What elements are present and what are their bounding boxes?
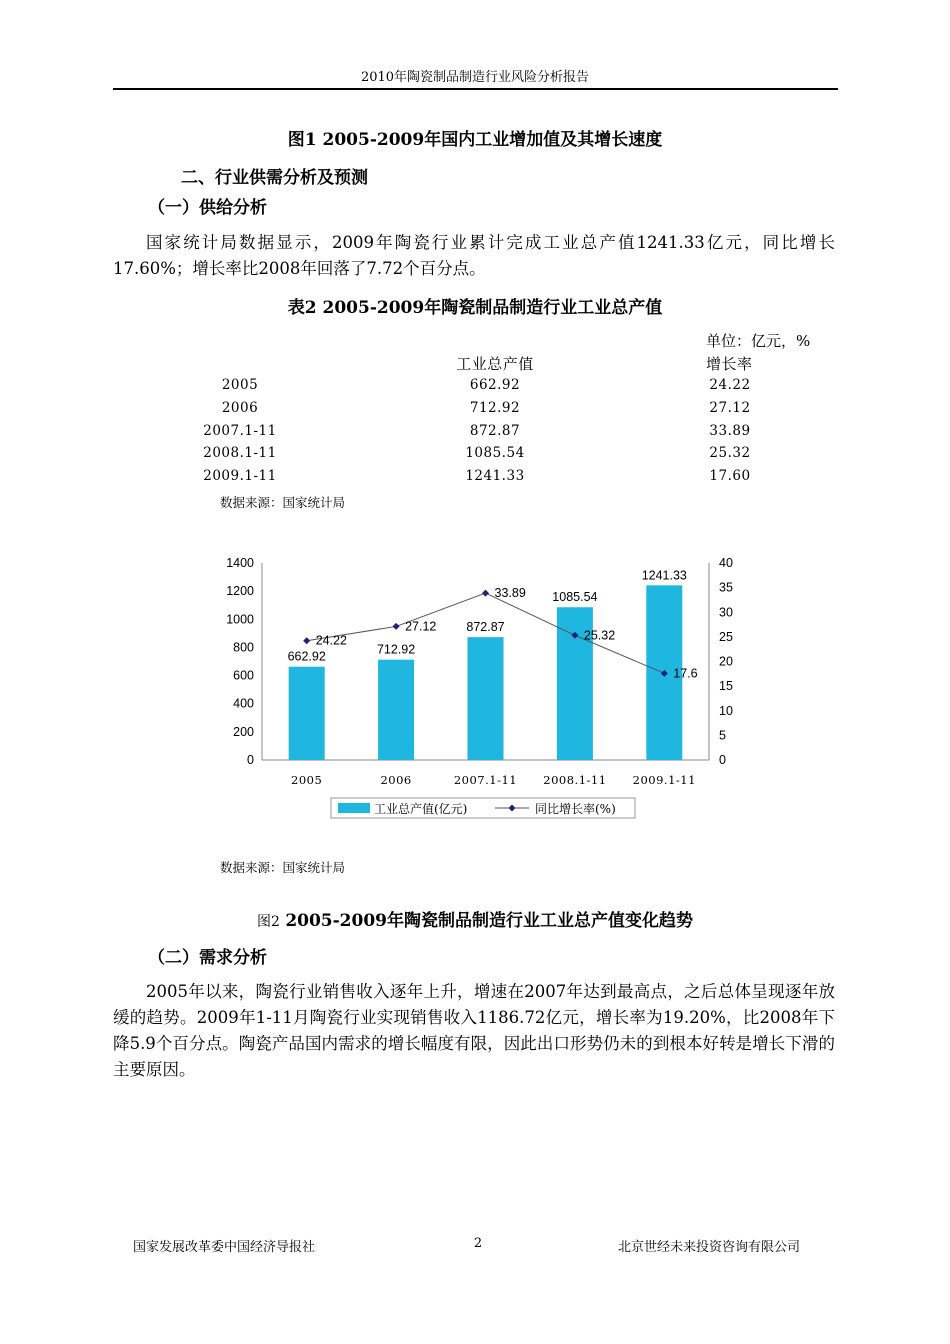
left-axis-tick-label: 1200 [226, 584, 254, 599]
left-axis-tick-label: 200 [233, 724, 254, 739]
growth-rate-marker [482, 590, 489, 597]
table2-row-growth: 17.60 [709, 468, 751, 484]
right-axis-tick-label: 40 [719, 556, 733, 570]
chart-bar [468, 637, 504, 760]
left-axis-tick-label: 800 [233, 640, 254, 655]
table2-row-year: 2009.1-11 [203, 468, 277, 484]
table2-row-value: 1241.33 [465, 468, 525, 484]
growth-rate-marker [303, 637, 310, 644]
right-axis-tick-label: 5 [719, 728, 726, 743]
bar-data-label: 872.87 [466, 620, 505, 635]
figure2-caption [0, 906, 950, 931]
right-axis-tick-label: 25 [719, 629, 733, 644]
table2-row-growth: 25.32 [709, 445, 751, 461]
growth-rate-marker [393, 623, 400, 630]
left-axis-tick-label: 400 [233, 696, 254, 711]
legend-bar-swatch [338, 803, 370, 813]
table2-row-year: 2006 [221, 400, 259, 416]
bar-data-label: 1085.54 [552, 590, 598, 605]
figure1-title: 图1 2005-2009年国内工业增加值及其增长速度 [287, 130, 663, 150]
left-axis-tick-label: 1000 [226, 612, 254, 627]
table2-unit: 单位：亿元，% [706, 332, 811, 350]
bar-data-label: 662.92 [287, 649, 326, 664]
legend-line-label: 同比增长率(%) [535, 802, 616, 816]
line-data-label: 33.89 [494, 586, 526, 601]
table2-title: 表2 2005-2009年陶瓷制品制造行业工业总产值 [287, 298, 663, 318]
table2-row-year: 2005 [221, 377, 259, 393]
line-data-label: 25.32 [583, 628, 616, 643]
right-axis-tick-label: 15 [719, 679, 733, 694]
right-axis-tick-label: 30 [719, 605, 733, 620]
x-axis-tick-label: 2005 [291, 773, 323, 787]
section2-heading: 二、行业供需分析及预测 [181, 168, 368, 188]
figure2-title: 2005-2009年陶瓷制品制造行业工业总产值变化趋势 [285, 911, 693, 931]
table2-row-value: 712.92 [469, 400, 521, 416]
table2-row-value: 662.92 [469, 377, 521, 393]
table2-row-growth: 24.22 [709, 377, 751, 393]
line-data-label: 24.22 [315, 633, 347, 648]
left-axis-tick-label: 1400 [226, 556, 254, 570]
combo-chart [205, 545, 750, 830]
x-axis-tick-label: 2008.1-11 [543, 773, 607, 787]
table2-row-year: 2008.1-11 [203, 445, 277, 461]
page-header-title: 2010年陶瓷制品制造行业风险分析报告 [360, 70, 590, 85]
footer-page-number: 2 [473, 1236, 483, 1251]
x-axis-tick-label: 2006 [380, 773, 412, 787]
table2-row-growth: 33.89 [709, 423, 751, 439]
right-axis-tick-label: 10 [719, 703, 733, 718]
line-data-label: 27.12 [405, 619, 437, 634]
left-axis-tick-label: 600 [233, 668, 254, 683]
figure2-prefix: 图2 [256, 914, 280, 930]
header-rule [113, 88, 838, 90]
right-axis-tick-label: 0 [719, 753, 726, 767]
supply-heading: （一）供给分析 [148, 198, 267, 218]
table2-source: 数据来源：国家统计局 [220, 495, 346, 510]
chart-container [205, 545, 750, 830]
table2-header-value: 工业总产值 [456, 355, 534, 373]
footer-publisher: 国家发展改革委中国经济导报社 [133, 1240, 316, 1255]
table2-row-growth: 27.12 [709, 400, 751, 416]
bar-data-label: 1241.33 [641, 568, 687, 583]
supply-paragraph: 国家统计局数据显示，2009年陶瓷行业累计完成工业总产值1241.33亿元，同比增长17.60%；增长率比2008年回落了7.72个百分点。 [113, 233, 835, 278]
table2-row-year: 2007.1-11 [203, 423, 277, 439]
left-axis-tick-label: 0 [247, 753, 254, 767]
x-axis-tick-label: 2007.1-11 [453, 773, 518, 787]
chart-source: 数据来源：国家统计局 [220, 860, 346, 875]
right-axis-tick-label: 20 [719, 654, 733, 669]
chart-bar [378, 660, 414, 760]
demand-heading: （二）需求分析 [148, 948, 267, 968]
right-axis-tick-label: 35 [719, 580, 733, 595]
chart-bar [289, 667, 325, 760]
table2-header-growth: 增长率 [706, 355, 753, 373]
footer-company: 北京世经未来投资咨询有限公司 [618, 1240, 801, 1255]
table2-row-value: 872.87 [469, 423, 521, 439]
x-axis-tick-label: 2009.1-11 [632, 773, 696, 787]
bar-data-label: 712.92 [376, 642, 416, 657]
legend-bar-label: 工业总产值(亿元) [374, 802, 468, 816]
line-data-label: 17.6 [673, 666, 698, 681]
table2-row-value: 1085.54 [465, 445, 525, 461]
demand-paragraph: 2005年以来，陶瓷行业销售收入逐年上升，增速在2007年达到最高点，之后总体呈现逐年放缓的趋势。2009年1-11月陶瓷行业实现销售收入1186.72亿元，增长率为19.20%，比2008年下降5.9个百分点。陶瓷产品国内需求的增长幅度有限，因此出口形势仍未的到根本好转是增长下滑的主要原因。 [113, 982, 835, 1079]
